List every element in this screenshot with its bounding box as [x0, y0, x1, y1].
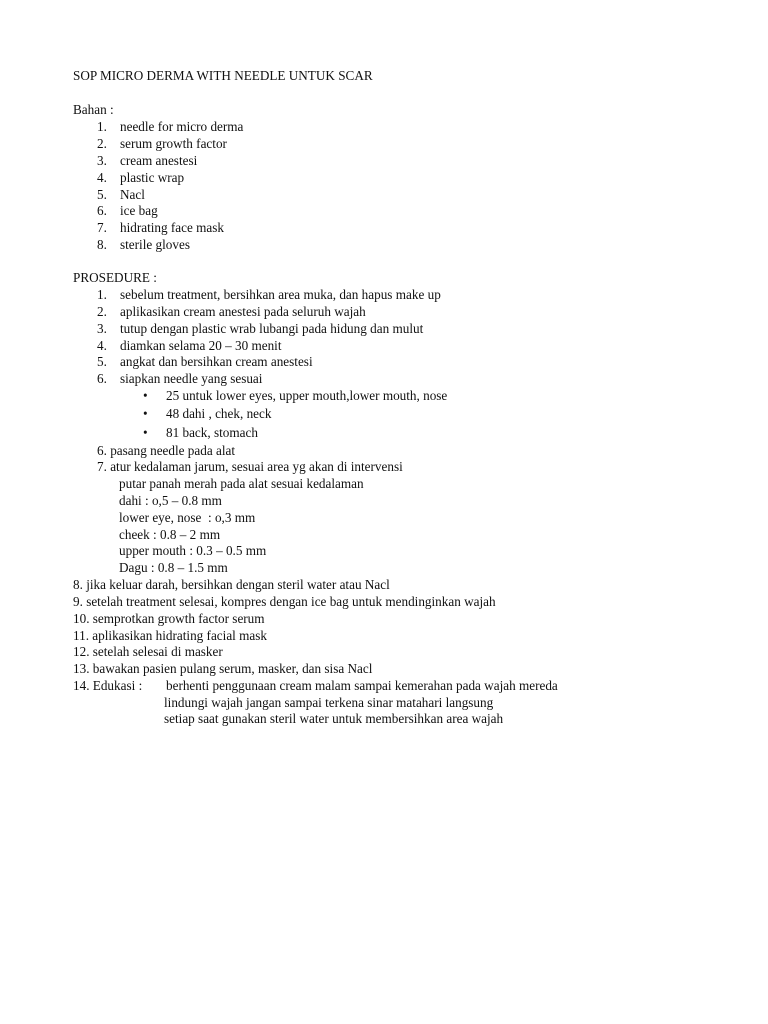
bahan-item-text: sterile gloves [120, 237, 190, 252]
bahan-item-text: cream anestesi [120, 153, 198, 168]
prosedure-item-number: 1. [97, 287, 107, 302]
bullet-marker: • [143, 388, 148, 403]
needle-bullet-text: 25 untuk lower eyes, upper mouth,lower mouth, nose [166, 388, 448, 403]
step-line: 10. semprotkan growth factor serum [73, 611, 265, 626]
bahan-item-number: 6. [97, 203, 107, 218]
bahan-item-number: 4. [97, 170, 107, 185]
step-7-detail: dahi : o,5 – 0.8 mm [119, 493, 222, 508]
needle-bullet-text: 81 back, stomach [166, 425, 258, 440]
step-14-line: berhenti penggunaan cream malam sampai kemerahan pada wajah mereda [166, 678, 558, 693]
bahan-item-text: plastic wrap [120, 170, 185, 185]
step-line: 12. setelah selesai di masker [73, 644, 223, 659]
step-7-detail: lower eye, nose : o,3 mm [119, 510, 256, 525]
bullet-marker: • [143, 425, 148, 440]
bahan-item-text: serum growth factor [120, 136, 227, 151]
step-14-label: 14. Edukasi : [73, 678, 143, 693]
step-7-detail: putar panah merah pada alat sesuai kedalaman [119, 476, 364, 491]
step-7-detail: Dagu : 0.8 – 1.5 mm [119, 560, 228, 575]
prosedure-item-number: 5. [97, 354, 107, 369]
bahan-item-number: 7. [97, 220, 107, 235]
step-14-line: setiap saat gunakan steril water untuk membersihkan area wajah [164, 711, 504, 726]
prosedure-item-text: sebelum treatment, bersihkan area muka, dan hapus make up [120, 287, 441, 302]
step-7-detail: upper mouth : 0.3 – 0.5 mm [119, 543, 267, 558]
bahan-item-number: 1. [97, 119, 107, 134]
step-line: 11. aplikasikan hidrating facial mask [73, 628, 267, 643]
step-line: 8. jika keluar darah, bersihkan dengan steril water atau Nacl [73, 577, 390, 592]
bahan-item-text: Nacl [120, 187, 145, 202]
step-6b: 6. pasang needle pada alat [97, 443, 236, 458]
needle-bullet-text: 48 dahi , chek, neck [166, 406, 272, 421]
prosedure-item-text: aplikasikan cream anestesi pada seluruh wajah [120, 304, 366, 319]
bahan-item-number: 8. [97, 237, 107, 252]
bullet-marker: • [143, 406, 148, 421]
bahan-item-number: 2. [97, 136, 107, 151]
bahan-item-text: needle for micro derma [120, 119, 244, 134]
prosedure-item-text: tutup dengan plastic wrab lubangi pada hidung dan mulut [120, 321, 424, 336]
step-line: 13. bawakan pasien pulang serum, masker, dan sisa Nacl [73, 661, 373, 676]
prosedure-item-number: 4. [97, 338, 107, 353]
prosedure-item-text: siapkan needle yang sesuai [120, 371, 263, 386]
step-14-line: lindungi wajah jangan sampai terkena sinar matahari langsung [164, 695, 494, 710]
prosedure-item-text: diamkan selama 20 – 30 menit [120, 338, 282, 353]
prosedure-item-text: angkat dan bersihkan cream anestesi [120, 354, 313, 369]
prosedure-item-number: 6. [97, 371, 107, 386]
step-7-detail: cheek : 0.8 – 2 mm [119, 527, 221, 542]
step-line: 9. setelah treatment selesai, kompres dengan ice bag untuk mendinginkan wajah [73, 594, 496, 609]
bahan-item-number: 5. [97, 187, 107, 202]
step-7: 7. atur kedalaman jarum, sesuai area yg akan di intervensi [97, 459, 403, 474]
document-title: SOP MICRO DERMA WITH NEEDLE UNTUK SCAR [73, 68, 373, 83]
prosedure-item-number: 2. [97, 304, 107, 319]
bahan-item-number: 3. [97, 153, 107, 168]
bahan-item-text: ice bag [120, 203, 158, 218]
bahan-heading: Bahan : [73, 102, 114, 117]
bahan-item-text: hidrating face mask [120, 220, 224, 235]
prosedure-heading: PROSEDURE : [73, 270, 157, 285]
prosedure-item-number: 3. [97, 321, 107, 336]
